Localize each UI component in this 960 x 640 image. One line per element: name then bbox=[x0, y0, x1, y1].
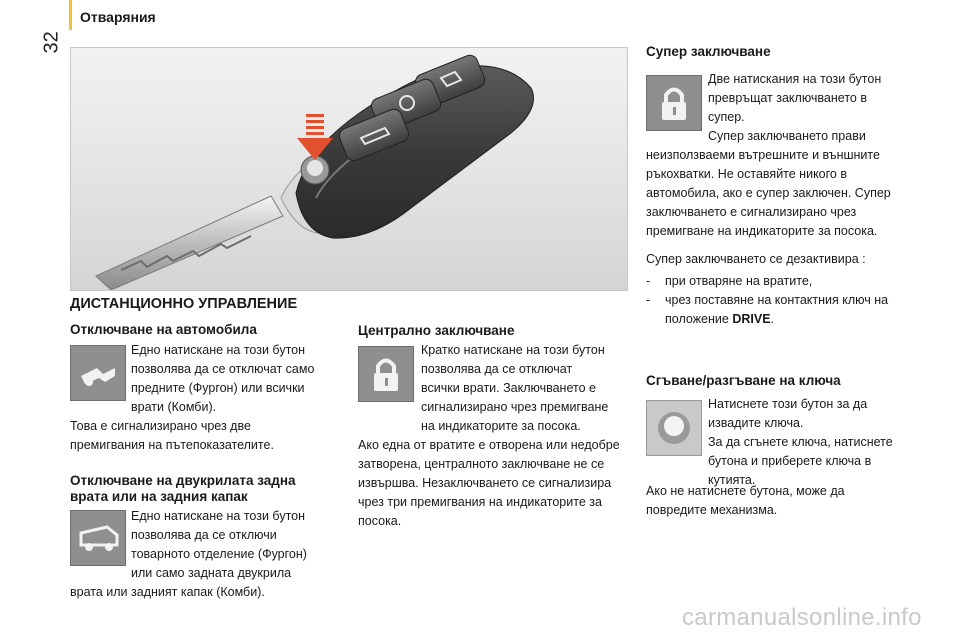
central-lock-line-1: Кратко натискане на този бутон bbox=[421, 343, 605, 357]
central-lock-line-2: позволява да се отключат bbox=[421, 362, 573, 376]
round-button-icon bbox=[646, 400, 702, 456]
main-title: ДИСТАНЦИОННО УПРАВЛЕНИЕ bbox=[70, 296, 298, 312]
central-lock-line-5: на индикаторите за посока. bbox=[421, 419, 581, 433]
fold-key-line-3: За да сгънете ключа, натиснете bbox=[708, 435, 893, 449]
bullet-text: при отваряне на вратите, bbox=[665, 274, 813, 288]
central-lock-after-2: затворена, централното заключване не се bbox=[358, 457, 605, 471]
van-rear-icon bbox=[70, 510, 126, 566]
unlock-rear-line-3: товарното отделение (Фургон) bbox=[131, 547, 307, 561]
central-lock-line-3: всички врати. Заключването е bbox=[421, 381, 596, 395]
unlock-rear-line-1: Едно натискане на този бутон bbox=[131, 509, 306, 523]
fold-key-line-1: Натиснете този бутон за да bbox=[708, 397, 868, 411]
super-lock-padlock-icon bbox=[646, 75, 702, 131]
bullet-dash: - bbox=[646, 293, 651, 307]
car-key-unlock-icon bbox=[70, 345, 126, 401]
unlock-rear-line-2: позволява да се отключи bbox=[131, 528, 277, 542]
fold-key-line-5: кутията. bbox=[708, 473, 756, 487]
unlock-rear-line-4: или само задната двукрила bbox=[131, 566, 292, 580]
super-lock-bullet-2 bbox=[646, 291, 946, 329]
central-lock-line-4: сигнализирано чрез премигване bbox=[421, 400, 609, 414]
fold-key-line-2: извадите ключа. bbox=[708, 416, 804, 430]
watermark: carmanualsonline.info bbox=[682, 604, 922, 631]
central-lock-after-3: извършва. Незаключването се сигнализира bbox=[358, 476, 612, 490]
fold-key-after-2: повредите механизма. bbox=[646, 503, 778, 517]
key-blade bbox=[96, 196, 283, 290]
unlock-vehicle-line-2: позволява да се отключат само bbox=[131, 362, 315, 376]
super-lock-title: Супер заключване bbox=[646, 44, 771, 59]
super-lock-after-4: заключването е сигнализирано чрез bbox=[646, 205, 857, 219]
unlock-vehicle-after-1: Това е сигнализирано чрез две bbox=[70, 419, 251, 433]
super-lock-after-2: ръкохватки. Не оставяйте никого в bbox=[646, 167, 847, 181]
central-lock-after-1: Ако една от вратите е отворена или недобре bbox=[358, 438, 620, 452]
fold-key-after-1: Ако не натиснете бутона, може да bbox=[646, 484, 845, 498]
padlock-icon bbox=[358, 346, 414, 402]
section-title: Отваряния bbox=[80, 9, 156, 25]
unlock-vehicle-line-1: Едно натискане на този бутон bbox=[131, 343, 306, 357]
unlock-rear-title-2: врата или на задния капак bbox=[70, 489, 248, 504]
bullet-dash: - bbox=[646, 274, 651, 288]
unlock-vehicle-title: Отключване на автомобила bbox=[70, 322, 257, 337]
super-lock-line-3: супер. bbox=[708, 110, 745, 124]
unlock-vehicle-line-4: врати (Комби). bbox=[131, 400, 217, 414]
central-lock-after-5: посока. bbox=[358, 514, 402, 528]
fold-key-title: Сгъване/разгъване на ключа bbox=[646, 373, 841, 388]
super-lock-after-1: неизползваеми вътрешните и външните bbox=[646, 148, 880, 162]
super-lock-line-1: Две натискания на този бутон bbox=[708, 72, 882, 86]
super-lock-line-2: превръщат заключването в bbox=[708, 91, 867, 105]
central-lock-after-4: чрез три премигвания на индикаторите за bbox=[358, 495, 602, 509]
super-lock-after-5: премигване на индикаторите за посока. bbox=[646, 224, 878, 238]
unlock-vehicle-after-2: премигвания на пътепоказателите. bbox=[70, 438, 274, 452]
fold-key-line-4: бутона и приберете ключа в bbox=[708, 454, 872, 468]
fold-key-button bbox=[301, 156, 329, 184]
central-lock-title: Централно заключване bbox=[358, 323, 515, 338]
unlock-vehicle-line-3: предните (Фургон) или всички bbox=[131, 381, 305, 395]
unlock-rear-title-1: Отключване на двукрилата задна bbox=[70, 473, 296, 488]
super-lock-line-4: Супер заключването прави bbox=[708, 129, 866, 143]
super-lock-after-3: автомобила, ако е супер заключен. Супер bbox=[646, 186, 891, 200]
super-lock-bullet-1 bbox=[646, 272, 946, 291]
page-number: 32 bbox=[40, 31, 63, 54]
drive-position: DRIVE bbox=[732, 312, 771, 326]
key-fob-illustration bbox=[70, 47, 628, 291]
bullet-text-line2: положение DRIVE. bbox=[665, 312, 775, 326]
unlock-rear-after-1: врата или задният капак (Комби). bbox=[70, 585, 265, 599]
header-accent-bar bbox=[69, 0, 72, 30]
super-lock-deactivated: Супер заключването се дезактивира : bbox=[646, 252, 866, 266]
bullet-text: чрез поставяне на контактния ключ на bbox=[665, 293, 889, 307]
